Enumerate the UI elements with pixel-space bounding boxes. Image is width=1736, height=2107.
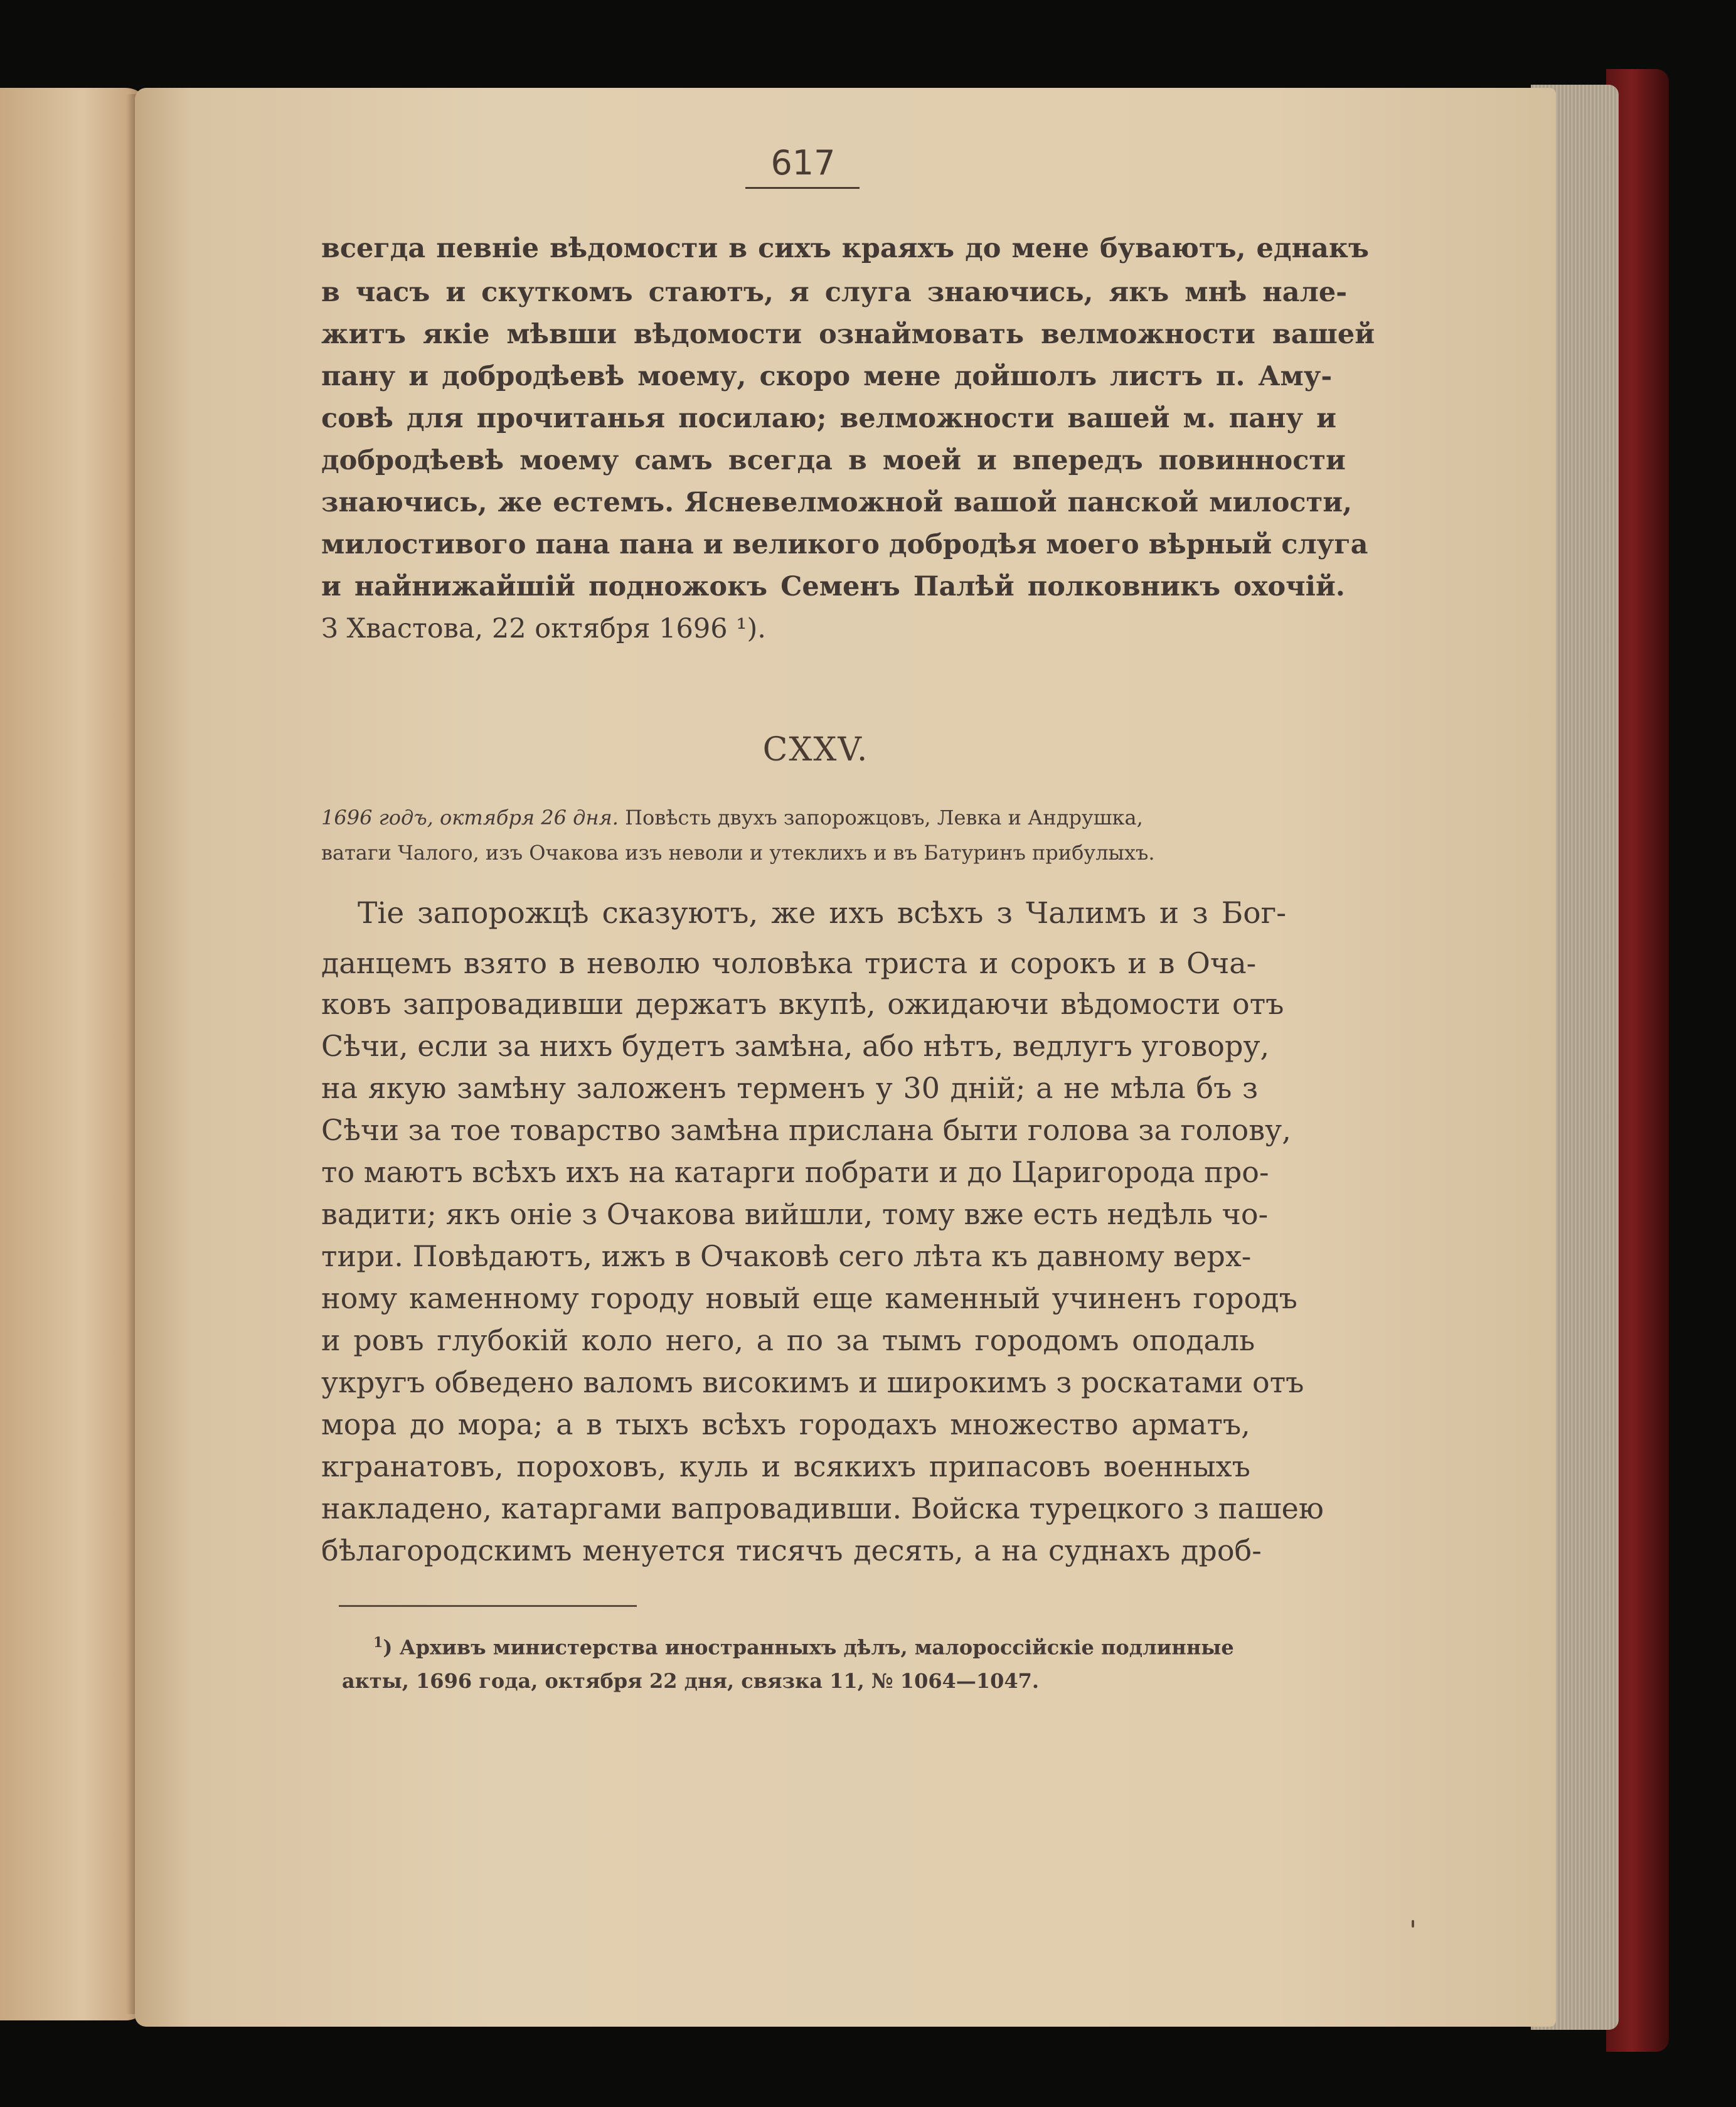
body-line: Сѣчи, если за нихъ будетъ замѣна, або нѣтъ, ведлугъ уговору,: [321, 1029, 1270, 1063]
page-number-rule: [745, 187, 860, 189]
body-line: кгранатовъ, пороховъ, куль и всякихъ припасовъ военныхъ: [321, 1449, 1250, 1483]
subheading-line: ватаги Чалого, изъ Очакова изъ неволи и утеклихъ и въ Батуринъ прибулыхъ.: [321, 841, 1155, 865]
body-line: мора до мора; а в тыхъ всѣхъ городахъ множество арматъ,: [321, 1407, 1250, 1441]
body-line: и найнижайшій подножокъ Семенъ Палѣй полковникъ охочій.: [321, 571, 1345, 602]
footnote-line: [373, 1628, 1234, 1662]
body-line: в часъ и скуткомъ стаютъ, я слуга знаючись, якъ мнѣ нале-: [321, 277, 1348, 308]
body-line: знаючись, же естемъ. Ясневелможной вашой панской милости,: [321, 487, 1353, 518]
body-line: тири. Повѣдаютъ, ижъ в Очаковѣ сего лѣта къ давному верх-: [321, 1239, 1252, 1273]
body-line: вадити; якъ оніе з Очакова вийшли, тому вже есть недѣль чо-: [321, 1197, 1269, 1231]
body-line: ковъ запровадивши держатъ вкупѣ, ожидаючи вѣдомости отъ: [321, 987, 1284, 1021]
footnote-line: акты, 1696 года, октября 22 дня, связка 11, № 1064—1047.: [342, 1669, 1040, 1693]
page-number: 617: [770, 143, 836, 183]
subheading-date: 1696 годъ, октября 26 дня.: [321, 806, 619, 829]
footnote-mark: 1: [373, 1635, 383, 1651]
body-line: укругъ обведено валомъ високимъ и широкимъ з роскатами отъ: [321, 1365, 1304, 1399]
body-line: милостивого пана пана и великого добродѣя моего вѣрный слуга: [321, 529, 1368, 560]
body-line: Сѣчи за тое товарство замѣна прислана быти голова за голову,: [321, 1113, 1291, 1147]
body-line: пану и добродѣевѣ моему, скоро мене дойшолъ листъ п. Аму-: [321, 361, 1333, 392]
body-line: Тіе запорожцѣ сказуютъ, же ихъ всѣхъ з Чалимъ и з Бог-: [358, 896, 1287, 931]
body-line: совѣ для прочитанья посилаю; велможности вашей м. пану и: [321, 403, 1337, 434]
body-line: добродѣевѣ моему самъ всегда в моей и впередъ повинности: [321, 445, 1346, 476]
body-line: то маютъ всѣхъ ихъ на катарги побрати и до Царигорода про-: [321, 1155, 1269, 1189]
subheading-text: Повѣсть двухъ запорожцовъ, Левка и Андрушка,: [625, 806, 1143, 829]
body-line: житъ якіе мѣвши вѣдомости ознаймовать велможности вашей: [321, 319, 1375, 350]
body-line: бѣлагородскимъ менуется тисячъ десять, а на суднахъ дроб-: [321, 1534, 1262, 1567]
body-line: на якую замѣну заложенъ терменъ у 30 дній; а не мѣла бъ з: [321, 1071, 1259, 1105]
body-line: данцемъ взято в неволю чоловѣка триста и сорокъ и в Оча-: [321, 946, 1257, 980]
page-mark: [1412, 1920, 1414, 1928]
footnote-text: ) Архивъ министерства иностранныхъ дѣлъ, малороссійскіе подлинные: [383, 1635, 1234, 1660]
body-line: ному каменному городу новый еще каменный учиненъ городъ: [321, 1281, 1297, 1315]
body-line: всегда певніе вѣдомости в сихъ краяхъ до мене буваютъ, еднакъ: [321, 233, 1369, 264]
subheading-line: [321, 803, 1143, 832]
body-line: и ровъ глубокій коло него, а по за тымъ городомъ оподаль: [321, 1323, 1255, 1357]
body-line: накладено, катаргами вапровадивши. Войска турецкого з пашею: [321, 1491, 1324, 1525]
footnote-rule: [339, 1605, 637, 1607]
body-line: З Хвастова, 22 октября 1696 ¹).: [321, 613, 766, 644]
section-heading: CXXV.: [762, 731, 869, 769]
